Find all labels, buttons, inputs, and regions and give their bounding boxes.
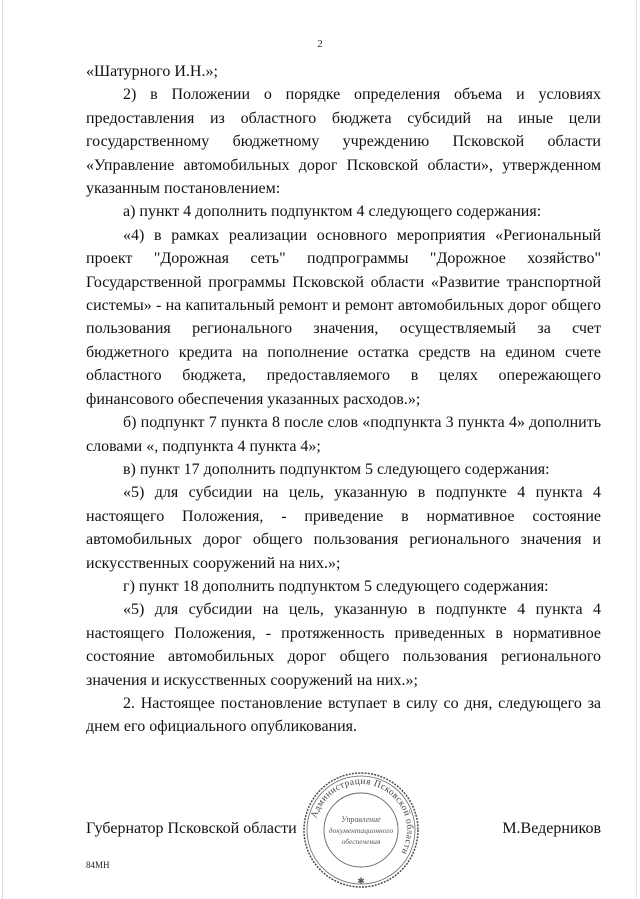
paragraph-subitem-a: а) пункт 4 дополнить подпунктом 4 следующего содержания: xyxy=(123,203,542,221)
document-body xyxy=(86,60,601,739)
stamp-outer-text: Администрация Псковской области xyxy=(309,776,415,856)
page-number: 2 xyxy=(317,38,323,50)
scan-edge-left xyxy=(2,0,3,899)
paragraph-item-2: 2) в Положении о порядке определения объема и условиях предоставления из областного бюджета субсидий на иные цели государственному бюджетному учреждению Псковской области «Управление автомобильных дорог Псковской области», утвержденном указанным постановлением: xyxy=(86,86,601,198)
scan-edge-right xyxy=(636,0,637,899)
signature-title: Губернатор Псковской области xyxy=(86,820,297,837)
paragraph-quote-5a: «5) для субсидии на цель, указанную в подпункте 4 пункта 4 настоящего Положения, - приведение в нормативное состояние автомобильных дорог общего пользования регионального значения и искусственных сооружений на них.»; xyxy=(86,484,601,572)
official-stamp xyxy=(299,768,423,892)
paragraph-subitem-v: в) пункт 17 дополнить подпунктом 5 следующего содержания: xyxy=(123,460,550,478)
paragraph-effective-date: 2. Настоящее постановление вступает в силу со дня, следующего за днем его официального опубликования. xyxy=(86,694,601,736)
stamp-inner-line-3: обеспечения xyxy=(341,837,381,846)
paragraph-subitem-b: б) подпункт 7 пункта 8 после слов «подпункта 3 пункта 4» дополнить словами «, подпункта 4 пункта 4»; xyxy=(86,414,601,455)
paragraph-quote-4: «4) в рамках реализации основного мероприятия «Региональный проект "Дорожная сеть" подпрограммы "Дорожное хозяйство" Государственной программы Псковской области «Развитие транспортной системы» - на капитальный ремонт и ремонт автомобильных дорог общего пользования регионального значения, осуществляемый за счет бюджетного кредита на пополнение остатка средств на едином счете областного бюджета, предоставляемого в целях опережающего финансового обеспечения указанных расходов.»; xyxy=(86,226,601,408)
stamp-inner-line-1: Управление xyxy=(341,815,381,824)
paragraph-continuation: «Шатурного И.Н.»; xyxy=(86,63,218,80)
signature-name: М.Ведерников xyxy=(502,820,601,837)
document-code: 84МН xyxy=(86,860,110,870)
paragraph-quote-5b: «5) для субсидии на цель, указанную в подпункте 4 пункта 4 настоящего Положения, - протяженность приведенных в нормативное состояние автомобильных дорог общего пользования регионального значения и искусственных сооружений на них.»; xyxy=(86,601,601,689)
stamp-star-icon: ✱ xyxy=(357,876,365,886)
paragraph-subitem-g: г) пункт 18 дополнить подпунктом 5 следующего содержания: xyxy=(123,577,549,595)
stamp-inner-line-2: документационного xyxy=(328,826,394,835)
